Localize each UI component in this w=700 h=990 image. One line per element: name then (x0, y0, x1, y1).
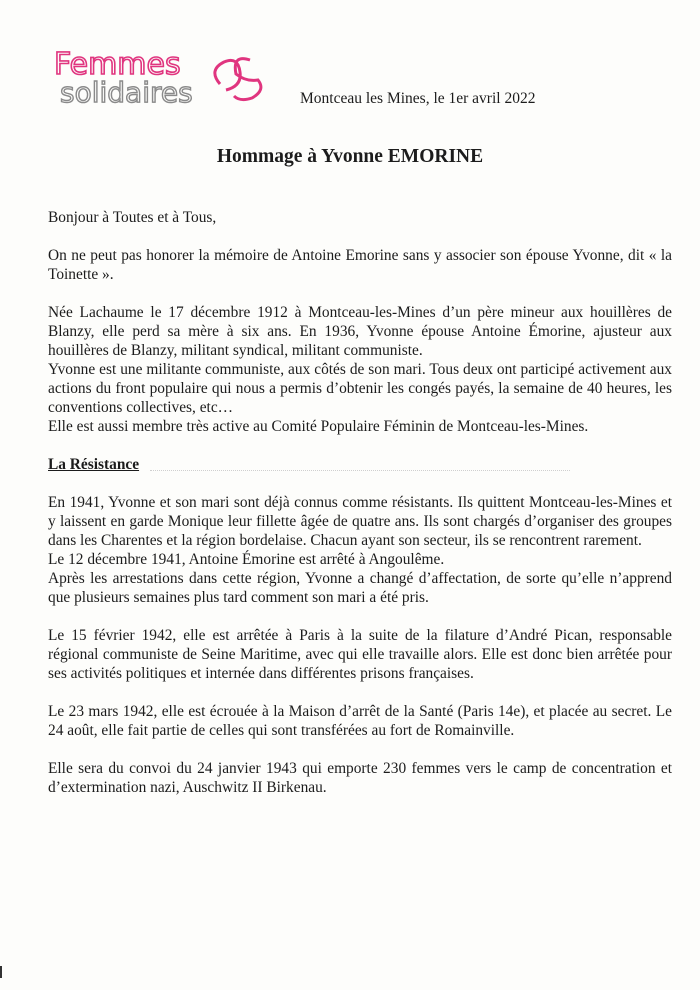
paragraph-reassignment: Après les arrestations dans cette région, Yvonne a changé d’affectation, de sorte qu’elle n’apprend que plusieurs semaines plus tard comment son mari a été pris. (48, 570, 672, 606)
paragraph-resistance: En 1941, Yvonne et son mari sont déjà connus comme résistants. Ils quittent Montceau-les-Mines et y laissent en garde Monique leur fillette âgée de quatre ans. Ils sont chargés d’organiser des groupes dans les Charentes et la région bordelaise. Chacun ayant son secteur, ils se rencontrent rarement. (48, 494, 672, 549)
paragraph-intro: On ne peut pas honorer la mémoire de Antoine Emorine sans y associer son épouse Yvonne, dit « la Toinette ». (48, 247, 672, 283)
greeting: Bonjour à Toutes et à Tous, (48, 209, 217, 226)
logo-flourish (215, 59, 261, 100)
paragraph-arrest-antoine: Le 12 décembre 1941, Antoine Émorine est arrêté à Angoulême. (48, 551, 445, 568)
femmes-solidaires-logo (50, 44, 270, 114)
scan-divider (150, 470, 570, 471)
paragraph-arrest-yvonne: Le 15 février 1942, elle est arrêtée à Paris à la suite de la filature d’André Pican, responsable régional communiste de Seine Maritime, avec qui elle travaille alors. Elle est donc bien arrêtée pour ses activités politiques et internée dans différentes prisons françaises. (48, 627, 672, 682)
paragraph-prison: Le 23 mars 1942, elle est écrouée à la Maison d’arrêt de la Santé (Paris 14e), et placée au secret. Le 24 août, elle fait partie de celles qui sont transférées au fort de Romainville. (48, 703, 672, 739)
dateline: Montceau les Mines, le 1er avril 2022 (300, 90, 536, 107)
letter-body (48, 208, 672, 816)
logo-word-femmes: Femmes (54, 47, 181, 82)
section-heading-resistance: La Résistance (48, 456, 140, 473)
logo-graphic (50, 44, 270, 114)
paragraph-committee: Elle est aussi membre très active au Comité Populaire Féminin de Montceau-les-Mines. (48, 418, 589, 435)
paragraph-militancy: Yvonne est une militante communiste, aux côtés de son mari. Tous deux ont participé activement aux actions du front populaire qui nous a permis d’obtenir les congés payés, la semaine de 40 heures, les conventions collectives, etc… (48, 361, 672, 416)
scan-edge-mark (0, 966, 2, 978)
paragraph-deportation: Elle sera du convoi du 24 janvier 1943 qui emporte 230 femmes vers le camp de concentration et d’extermination nazi, Auschwitz II Birkenau. (48, 760, 672, 796)
logo-word-solidaires: solidaires (60, 76, 193, 109)
page-title: Hommage à Yvonne EMORINE (216, 146, 484, 167)
paragraph-biography: Née Lachaume le 17 décembre 1912 à Montceau-les-Mines d’un père mineur aux houillères de Blanzy, elle perd sa mère à six ans. En 1936, Yvonne épouse Antoine Émorine, ajusteur aux houillères de Blanzy, militant syndical, militant communiste. (48, 304, 672, 359)
